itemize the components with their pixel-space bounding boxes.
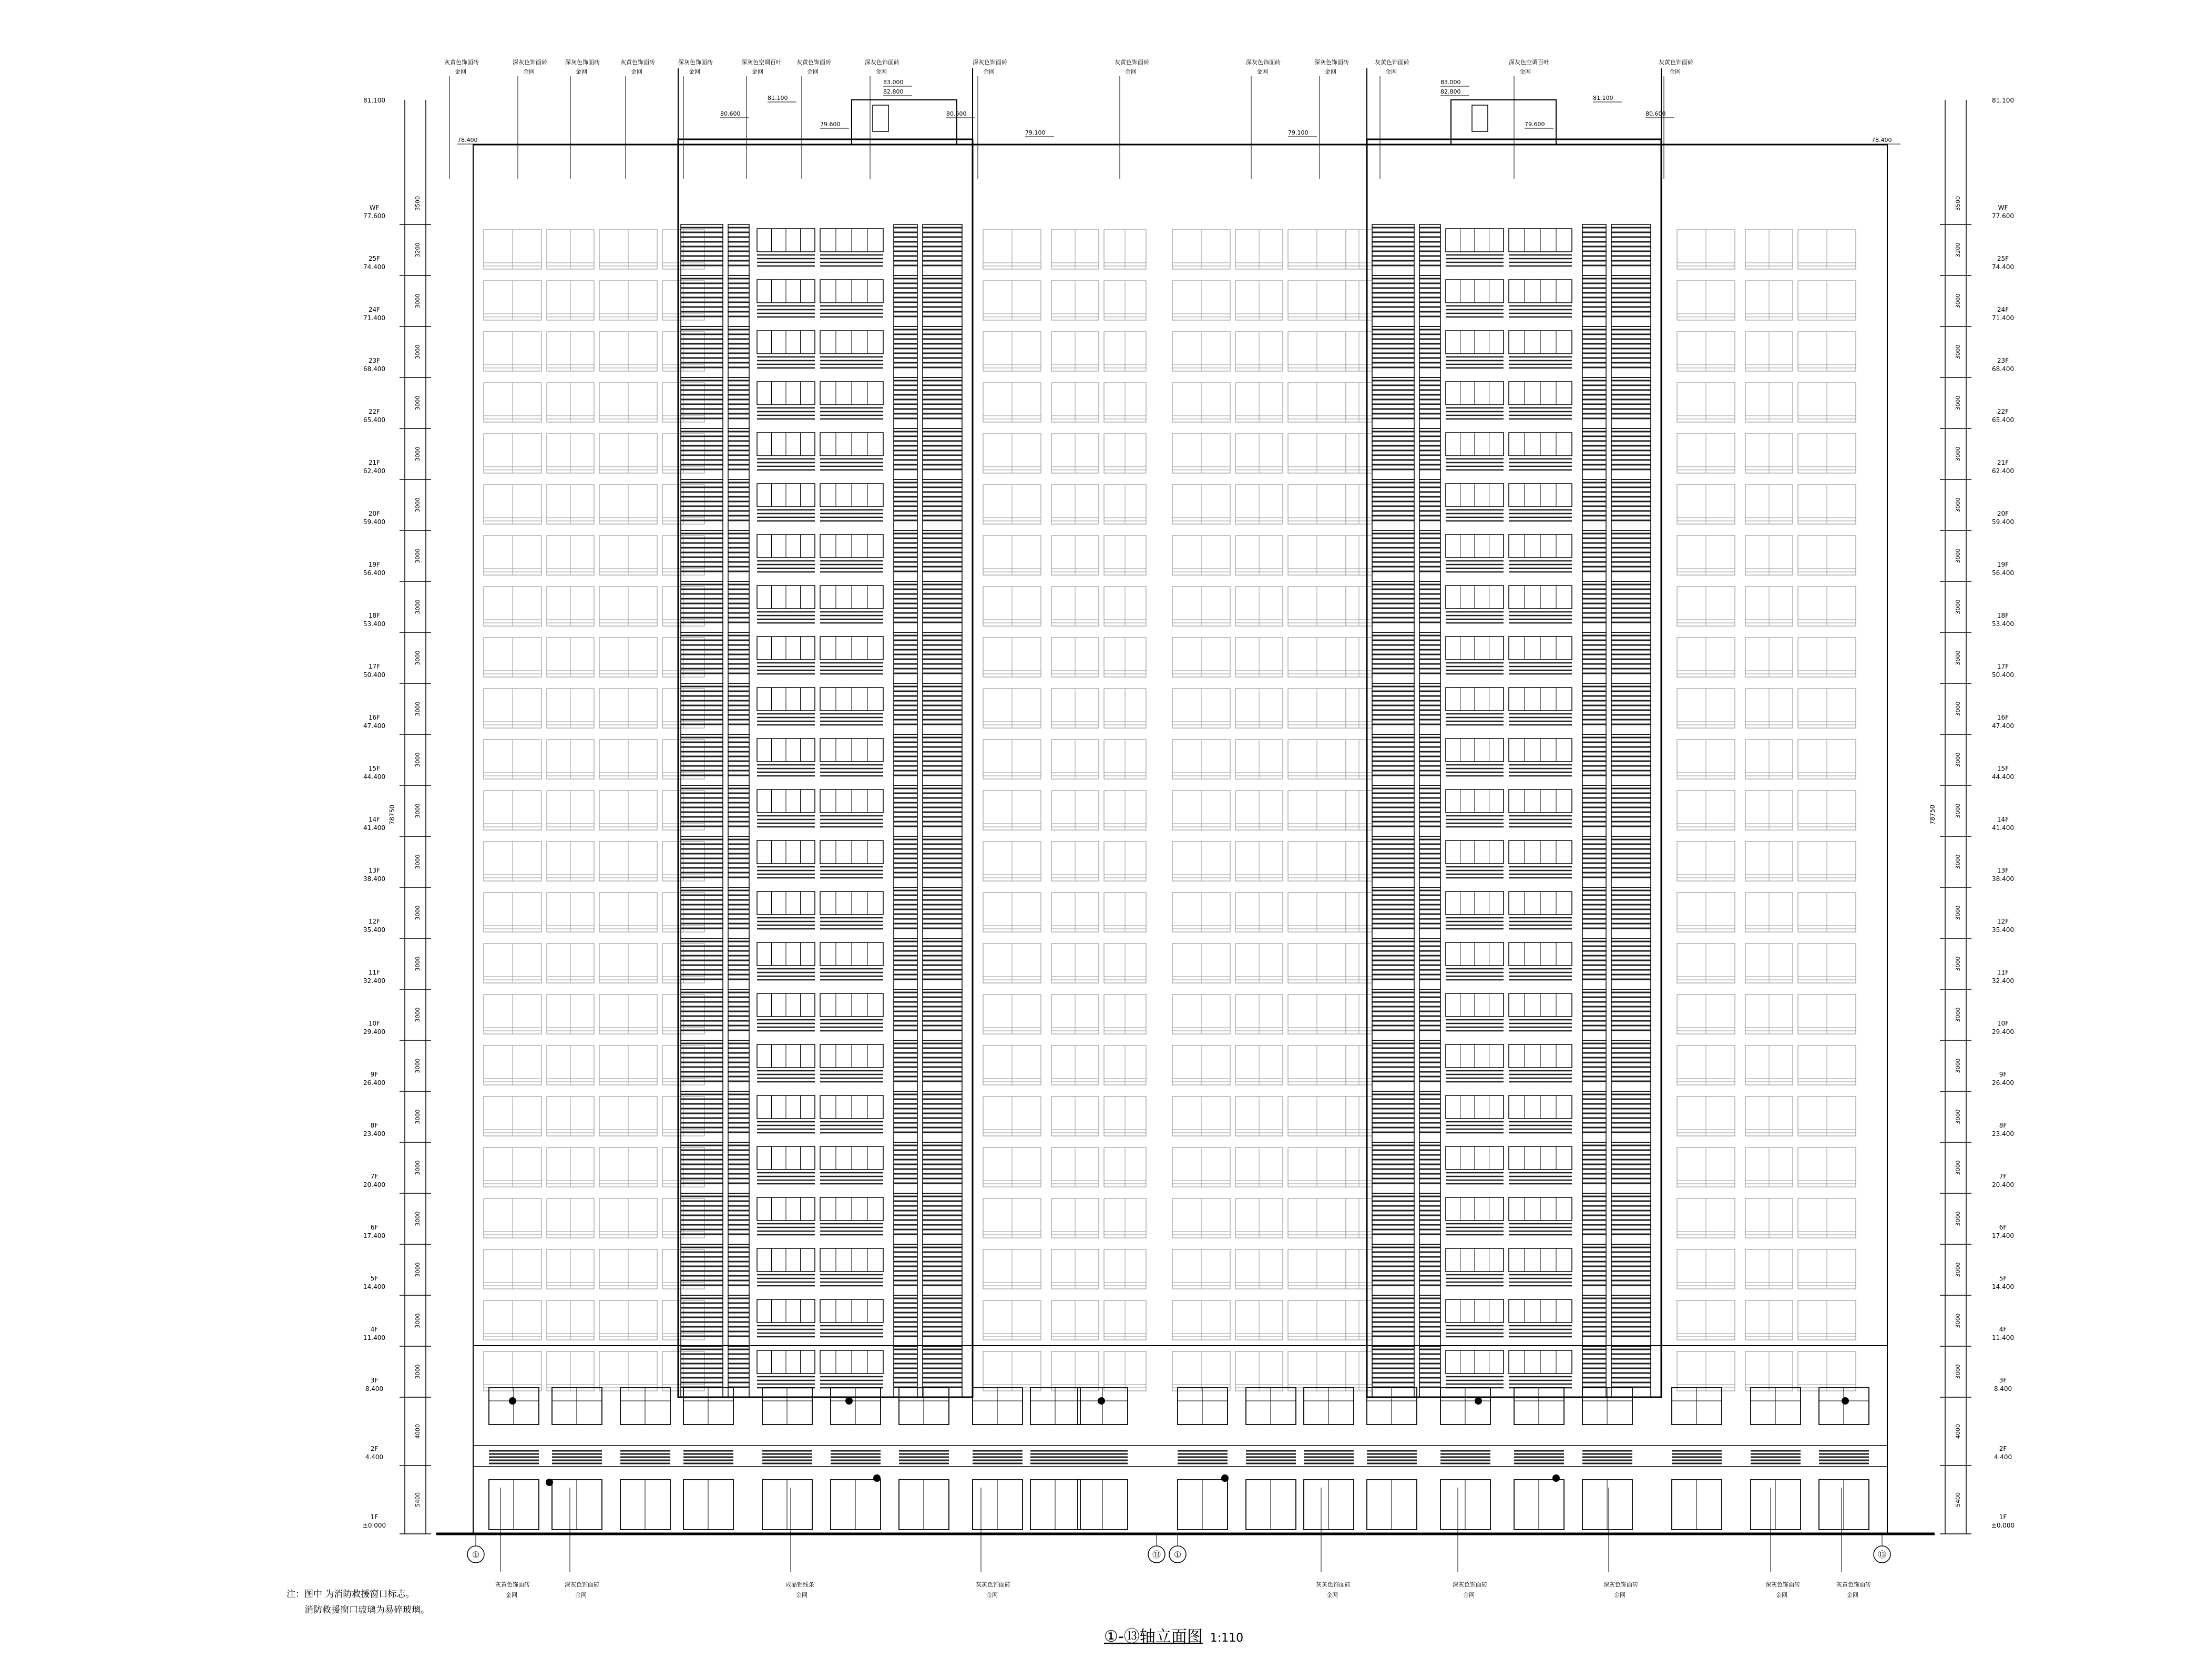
floor-label: 6F <box>370 1224 379 1231</box>
callout-bottom-label: 成品铝线条 <box>785 1581 814 1588</box>
note-line-1: 注：图中 为消防救援窗口标志。 <box>287 1589 415 1600</box>
storey-height: 3000 <box>414 1160 421 1175</box>
callout-bottom-label: 深灰色饰面砖 <box>1765 1581 1800 1588</box>
storey-height: 3000 <box>1955 1211 1961 1226</box>
roof-elevation-mark: 78.400 <box>1872 137 1892 144</box>
floor-label: 24F <box>368 306 381 313</box>
callout-top-label: 灰黄色饰面砖 <box>444 59 479 66</box>
rescue-window-mark <box>1221 1474 1229 1482</box>
roof-elevation-mark: 79.600 <box>1525 121 1545 128</box>
storey-height: 3000 <box>1955 395 1961 411</box>
roof-elevation-mark: 80.600 <box>946 110 967 117</box>
roof-elevation-mark: 81.100 <box>1593 95 1613 101</box>
rescue-window-mark <box>509 1397 516 1405</box>
rescue-window-mark <box>873 1474 881 1482</box>
floor-label: 13F <box>368 867 381 874</box>
roof-elevation-mark: 83.000 <box>883 79 904 86</box>
elevation-label: 68.400 <box>1992 365 2014 373</box>
drawing-title-block <box>1104 1623 1243 1646</box>
elevation-label: 26.400 <box>1992 1079 2014 1087</box>
elevation-label: 68.400 <box>363 365 385 373</box>
rescue-window-mark <box>845 1397 853 1405</box>
roof-door <box>873 105 888 131</box>
callout-bottom-label: 灰黄色饰面砖 <box>976 1581 1010 1588</box>
floor-label: WF <box>1998 204 2008 211</box>
callout-sub-label: 金网 <box>1847 1592 1858 1599</box>
elevation-label: 44.400 <box>1992 773 2014 781</box>
top-elevation: 81.100 <box>1992 97 2014 104</box>
callout-sub-label: 金网 <box>506 1592 517 1599</box>
roof-elevation-mark: 82.800 <box>883 88 904 95</box>
callout-top-label: 灰黄色饰面砖 <box>1659 59 1693 66</box>
storey-height: 3000 <box>414 905 421 920</box>
floor-label: 12F <box>368 918 381 925</box>
floor-label: 7F <box>370 1173 379 1180</box>
floor-label: 17F <box>1997 663 2009 670</box>
storey-height: 3000 <box>414 854 421 869</box>
stair-core <box>852 100 957 145</box>
floor-label: 16F <box>368 714 381 721</box>
floor-label: 4F <box>370 1326 379 1333</box>
callout-sub-label: 金网 <box>1325 68 1336 75</box>
callout-sub-label: 金网 <box>689 68 700 75</box>
floor-label: 8F <box>1999 1122 2007 1129</box>
callout-top-label: 深灰色饰面砖 <box>678 59 713 66</box>
podium-outline <box>473 1346 1887 1534</box>
storey-height: 3000 <box>414 548 421 564</box>
floor-label: 17F <box>368 663 381 670</box>
storey-height: 3500 <box>1955 196 1961 211</box>
elevation-label: 53.400 <box>363 620 385 628</box>
storey-height: 3000 <box>1955 803 1961 818</box>
storey-height: 3000 <box>1955 497 1961 513</box>
storey-height: 3200 <box>414 242 421 258</box>
top-elevation: 81.100 <box>363 97 385 104</box>
rescue-window-mark <box>1098 1397 1105 1405</box>
floor-label: 25F <box>368 255 381 262</box>
callout-sub-label: 金网 <box>1776 1592 1787 1599</box>
elevation-label: 4.400 <box>1994 1453 2012 1461</box>
elevation-label: 59.400 <box>363 518 385 526</box>
callout-sub-label: 金网 <box>1463 1592 1475 1599</box>
callout-top-label: 灰黄色饰面砖 <box>1115 59 1149 66</box>
storey-height: 5400 <box>414 1492 421 1507</box>
storey-height: 3000 <box>414 752 421 767</box>
roof-elevation-mark: 79.100 <box>1288 129 1309 136</box>
floor-label: 21F <box>1997 459 2009 466</box>
floor-label: 19F <box>368 561 381 568</box>
floor-label: 13F <box>1997 867 2009 874</box>
storey-height: 3000 <box>414 497 421 513</box>
elevation-label: 29.400 <box>1992 1028 2014 1036</box>
elevation-label: 77.600 <box>1992 212 2014 220</box>
elevation-label: 65.400 <box>363 416 385 424</box>
storey-height: 3000 <box>414 956 421 971</box>
storey-height: 4000 <box>414 1424 421 1439</box>
callout-sub-label: 金网 <box>1519 68 1531 75</box>
floor-label: 9F <box>370 1071 379 1078</box>
elevation-label: 38.400 <box>363 875 385 883</box>
callout-top-label: 深灰色饰面砖 <box>565 59 600 66</box>
note-line-2: 消防救援窗口玻璃为易碎玻璃。 <box>304 1605 430 1615</box>
storey-height: 3000 <box>414 599 421 614</box>
callout-top-label: 灰黄色饰面砖 <box>796 59 831 66</box>
elevation-label: 74.400 <box>1992 263 2014 271</box>
storey-height: 3000 <box>414 1313 421 1328</box>
drawing-title: ①-⑬轴立面图 <box>1104 1627 1203 1646</box>
floor-label: 3F <box>1999 1377 2007 1384</box>
elevation-label: 32.400 <box>363 977 385 985</box>
floor-label: 9F <box>1999 1071 2007 1078</box>
callout-top-label: 灰黄色饰面砖 <box>620 59 655 66</box>
elevation-label: 50.400 <box>363 671 385 679</box>
elevation-label: 29.400 <box>363 1028 385 1036</box>
elevation-label: 53.400 <box>1992 620 2014 628</box>
storey-height: 3000 <box>1955 752 1961 767</box>
floor-label: 1F <box>370 1513 379 1521</box>
elevation-label: 65.400 <box>1992 416 2014 424</box>
floor-label: 20F <box>1997 510 2009 517</box>
floor-label: 2F <box>1999 1445 2007 1452</box>
callout-bottom-label: 灰黄色饰面砖 <box>1836 1581 1871 1588</box>
elevation-label: 14.400 <box>363 1283 385 1290</box>
elevation-label: 23.400 <box>363 1130 385 1138</box>
floor-label: 15F <box>368 765 381 772</box>
storey-height: 3000 <box>1955 1364 1961 1379</box>
elevation-label: 32.400 <box>1992 977 2014 985</box>
storey-height: 3000 <box>414 803 421 818</box>
storey-height: 3000 <box>1955 1313 1961 1328</box>
storey-height: 4000 <box>1955 1424 1961 1439</box>
floor-label: 11F <box>1997 969 2009 976</box>
roof-elevation-mark: 83.000 <box>1440 79 1461 86</box>
floor-label: 1F <box>1999 1513 2007 1521</box>
callout-top-label: 深灰色饰面砖 <box>1314 59 1349 66</box>
callout-sub-label: 金网 <box>575 1592 587 1599</box>
rescue-window-mark <box>1552 1474 1560 1482</box>
axis-label: ⑬ <box>1152 1550 1161 1560</box>
callout-top-label: 深灰色饰面砖 <box>513 59 547 66</box>
building-facade <box>436 68 1935 1534</box>
elevation-label: ±0.000 <box>362 1522 386 1529</box>
elevation-label: 35.400 <box>1992 926 2014 934</box>
storey-height: 3000 <box>414 1262 421 1277</box>
callout-sub-label: 金网 <box>1326 1592 1338 1599</box>
floor-label: 10F <box>368 1020 381 1027</box>
floor-label: 12F <box>1997 918 2009 925</box>
callout-sub-label: 金网 <box>875 68 887 75</box>
storey-height: 3000 <box>414 446 421 462</box>
floor-label: 23F <box>368 357 381 364</box>
storey-height: 3000 <box>1955 344 1961 360</box>
roof-elevation-mark: 80.600 <box>720 110 741 117</box>
storey-height: 3200 <box>1955 242 1961 258</box>
right-dimension-stack <box>1929 97 2015 1534</box>
roof-elevation-mark: 80.600 <box>1645 110 1666 117</box>
elevation-label: 71.400 <box>363 314 385 322</box>
callout-top-label: 深灰色饰面砖 <box>1246 59 1281 66</box>
elevation-label: 20.400 <box>363 1181 385 1189</box>
storey-height: 3000 <box>414 1007 421 1022</box>
storey-height: 3000 <box>1955 1007 1961 1022</box>
elevation-label: 14.400 <box>1992 1283 2014 1290</box>
callout-bottom-label: 深灰色饰面砖 <box>1603 1581 1638 1588</box>
rescue-window-mark <box>1842 1397 1849 1405</box>
axis-label: ① <box>472 1550 480 1560</box>
axis-label: ① <box>1173 1550 1182 1560</box>
rescue-window-mark <box>1475 1397 1482 1405</box>
floor-label: 5F <box>370 1275 379 1282</box>
storey-height: 3000 <box>1955 1058 1961 1073</box>
callout-top-label: 深灰色空调百叶 <box>741 59 782 66</box>
storey-height: 3000 <box>1955 599 1961 614</box>
storey-height: 3000 <box>1955 956 1961 971</box>
elevation-label: 59.400 <box>1992 518 2014 526</box>
left-dimension-stack <box>363 97 431 1534</box>
elevation-label: 11.400 <box>363 1334 385 1341</box>
floor-label: 20F <box>368 510 381 517</box>
storey-height: 3500 <box>414 196 421 211</box>
elevation-label: 47.400 <box>1992 722 2014 730</box>
elevation-label: 41.400 <box>363 824 385 832</box>
elevation-label: 4.400 <box>365 1453 384 1461</box>
storey-height: 3000 <box>1955 701 1961 716</box>
floor-label: 5F <box>1999 1275 2007 1282</box>
axis-label: ⑬ <box>1877 1550 1887 1560</box>
storey-height: 3000 <box>1955 854 1961 869</box>
storey-height: 3000 <box>414 293 421 309</box>
elevation-label: 56.400 <box>1992 569 2014 577</box>
callout-sub-label: 金网 <box>796 1592 807 1599</box>
storey-height: 3000 <box>414 701 421 716</box>
elevation-label: 20.400 <box>1992 1181 2014 1189</box>
storey-height: 3000 <box>1955 1109 1961 1124</box>
floor-label: 4F <box>1999 1326 2007 1333</box>
elevation-label: 62.400 <box>1992 467 2014 475</box>
callout-sub-label: 金网 <box>983 68 995 75</box>
callout-sub-label: 金网 <box>986 1592 998 1599</box>
floor-label: 22F <box>1997 408 2009 415</box>
callout-sub-label: 金网 <box>1614 1592 1626 1599</box>
storey-height: 3000 <box>414 344 421 360</box>
elevation-label: 74.400 <box>363 263 385 271</box>
floor-label: 2F <box>370 1445 379 1452</box>
storey-height: 3000 <box>1955 293 1961 309</box>
roof-elevation-mark: 82.800 <box>1440 88 1461 95</box>
elevation-label: 17.400 <box>363 1232 385 1239</box>
storey-height: 3000 <box>1955 446 1961 462</box>
callout-top-label: 深灰色饰面砖 <box>973 59 1007 66</box>
roof-elevation-mark: 81.100 <box>768 95 788 101</box>
floor-label: 14F <box>368 816 381 823</box>
floor-label: 15F <box>1997 765 2009 772</box>
drawing-scale: 1:110 <box>1210 1632 1244 1645</box>
storey-height: 3000 <box>1955 650 1961 665</box>
callout-top-label: 深灰色饰面砖 <box>865 59 899 66</box>
storey-height: 3000 <box>1955 905 1961 920</box>
roof-elevation-mark: 79.100 <box>1025 129 1046 136</box>
elevation-label: 56.400 <box>363 569 385 577</box>
floor-label: 25F <box>1997 255 2009 262</box>
floor-label: 18F <box>368 612 381 619</box>
elevation-label: 71.400 <box>1992 314 2014 322</box>
storey-height: 3000 <box>414 1211 421 1226</box>
elevation-label: 17.400 <box>1992 1232 2014 1239</box>
callout-bottom-label: 深灰色饰面砖 <box>1453 1581 1487 1588</box>
floor-label: 8F <box>370 1122 379 1129</box>
storey-height: 3000 <box>1955 548 1961 564</box>
elevation-label: 11.400 <box>1992 1334 2014 1341</box>
storey-height: 3000 <box>414 1058 421 1073</box>
floor-label: 3F <box>370 1377 379 1384</box>
elevation-label: 47.400 <box>363 722 385 730</box>
callout-top-label: 深灰色空调百叶 <box>1509 59 1549 66</box>
callout-sub-label: 金网 <box>576 68 587 75</box>
floor-label: 24F <box>1997 306 2009 313</box>
elevation-label: 35.400 <box>363 926 385 934</box>
podium-commercial <box>473 1346 1887 1534</box>
elevation-label: 8.400 <box>1994 1385 2012 1392</box>
callout-sub-label: 金网 <box>1125 68 1137 75</box>
elevation-label: 8.400 <box>365 1385 384 1392</box>
rescue-window-mark <box>546 1479 553 1486</box>
floor-label: 11F <box>368 969 381 976</box>
floor-label: 22F <box>368 408 381 415</box>
callout-sub-label: 金网 <box>631 68 642 75</box>
callout-bottom-label: 灰黄色饰面砖 <box>1316 1581 1351 1588</box>
floor-label: 18F <box>1997 612 2009 619</box>
floor-label: WF <box>369 204 380 211</box>
callout-sub-label: 金网 <box>752 68 763 75</box>
storey-height: 3000 <box>1955 1160 1961 1175</box>
callout-sub-label: 金网 <box>1669 68 1681 75</box>
floor-label: 7F <box>1999 1173 2007 1180</box>
callout-top-label: 灰黄色饰面砖 <box>1375 59 1409 66</box>
callout-sub-label: 金网 <box>523 68 535 75</box>
floor-label: 14F <box>1997 816 2009 823</box>
elevation-label: 26.400 <box>363 1079 385 1087</box>
total-height: 78750 <box>1929 804 1936 825</box>
floor-label: 23F <box>1997 357 2009 364</box>
floor-label: 10F <box>1997 1020 2009 1027</box>
floor-label: 19F <box>1997 561 2009 568</box>
floor-label: 6F <box>1999 1224 2007 1231</box>
storey-height: 3000 <box>1955 1262 1961 1277</box>
storey-height: 3000 <box>414 1364 421 1379</box>
elevation-label: 44.400 <box>363 773 385 781</box>
storey-height: 3000 <box>414 395 421 411</box>
roof-elevation-mark: 79.600 <box>820 121 841 128</box>
roof-door <box>1472 105 1488 131</box>
callout-sub-label: 金网 <box>807 68 819 75</box>
total-height: 78750 <box>389 804 396 825</box>
callout-bottom-label: 深灰色饰面砖 <box>565 1581 599 1588</box>
elevation-label: 38.400 <box>1992 875 2014 883</box>
storey-height: 3000 <box>414 1109 421 1124</box>
floor-label: 21F <box>368 459 381 466</box>
callout-sub-label: 金网 <box>1385 68 1397 75</box>
callout-sub-label: 金网 <box>1256 68 1268 75</box>
floor-label: 16F <box>1997 714 2009 721</box>
elevation-label: ±0.000 <box>1991 1522 2015 1529</box>
callout-sub-label: 金网 <box>455 68 466 75</box>
roof-elevation-mark: 78.400 <box>457 137 478 144</box>
elevation-label: 41.400 <box>1992 824 2014 832</box>
elevation-label: 77.600 <box>363 212 385 220</box>
storey-height: 3000 <box>414 650 421 665</box>
storey-height: 5400 <box>1955 1492 1961 1507</box>
callout-bottom-label: 灰黄色饰面砖 <box>495 1581 530 1588</box>
elevation-label: 23.400 <box>1992 1130 2014 1138</box>
axis-markers <box>467 1534 1890 1563</box>
drawing-note <box>287 1586 430 1618</box>
elevation-label: 50.400 <box>1992 671 2014 679</box>
elevation-label: 62.400 <box>363 467 385 475</box>
